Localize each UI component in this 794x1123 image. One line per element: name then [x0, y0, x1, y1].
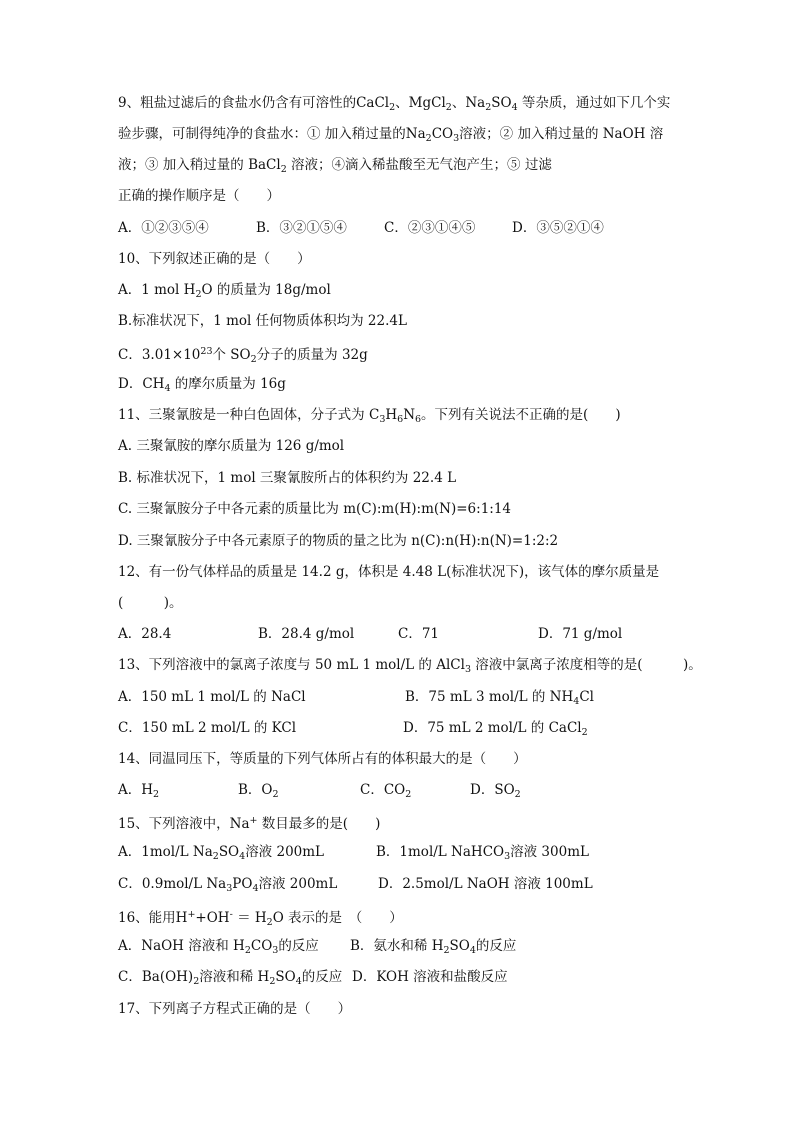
option-label: A． [118, 689, 142, 705]
option-q11-0 [118, 437, 344, 455]
option-label: A． [118, 782, 142, 798]
text-run: 2.5mol/L NaOH 溶液 100mL [402, 876, 593, 892]
text-run: 。下列有关说法不正确的是( ) [421, 407, 621, 423]
text-run: 14、同温同压下，等质量的下列气体所占有的体积最大的是（ ） [118, 751, 527, 767]
text-run: 的反应 [301, 969, 343, 985]
subscript: 2 [405, 789, 412, 800]
text-run: 三聚氰胺分子中各元素原子的物质的量之比为 n(C):n(H):n(N)=1:2:2 [132, 533, 559, 549]
text-run: KOH 溶液和盐酸反应 [376, 969, 508, 985]
option-q13-2 [118, 719, 296, 737]
text-run: 液；③ 加入稍过量的 BaCl [118, 157, 281, 173]
subscript: 6 [415, 414, 422, 425]
text-run: 正确的操作顺序是（ ） [118, 188, 280, 204]
text-run: SO [491, 95, 512, 111]
option-label: B． [405, 689, 429, 705]
option-label: D． [118, 376, 143, 392]
subscript: 2 [193, 976, 200, 987]
text-run: 的摩尔质量为 16g [170, 376, 286, 392]
option-label: C． [118, 347, 142, 363]
text-run: 的反应 [475, 938, 517, 954]
question-stem-q11 [118, 406, 621, 429]
question-stem-q12 [118, 594, 183, 612]
text-run: 、Na [451, 95, 486, 111]
option-label: C． [118, 876, 142, 892]
subscript: 3 [379, 414, 386, 425]
option-label: B. [118, 313, 133, 329]
question-stem-q15 [118, 812, 380, 833]
option-q9-1 [256, 219, 347, 237]
text-run: 标准状况下，1 mol 三聚氰胺所占的体积约为 22.4 L [132, 470, 457, 486]
text-run: 16、能用H [118, 910, 188, 926]
subscript: 2 [485, 102, 492, 113]
text-run: 1 mol H [141, 282, 196, 298]
text-run: O 表示的是 （ ） [272, 910, 403, 926]
question-stem-q14 [118, 750, 527, 768]
option-label: B． [376, 844, 400, 860]
subscript: 2 [153, 789, 160, 800]
text-run: 分子的质量为 32g [256, 347, 368, 363]
option-q10-1 [118, 312, 407, 330]
option-label: C． [384, 220, 408, 236]
option-label: C. [118, 501, 133, 517]
text-run: 28.4 g/mol [281, 626, 355, 642]
text-run: 溶液；④滴入稀盐酸至无气泡产生；⑤ 过滤 [286, 157, 552, 173]
question-stem-q12 [118, 563, 659, 581]
subscript: 2 [514, 789, 521, 800]
text-run: 150 mL 2 mol/L 的 KCl [141, 720, 297, 736]
text-run: CO [431, 126, 454, 142]
text-run: 12、有一份气体样品的质量是 14.2 g，体积是 4.48 L(标准状况下)，该气体的摩尔质量是 [118, 564, 660, 580]
subscript: 4 [511, 102, 518, 113]
text-run: SO [218, 844, 240, 860]
option-label: A． [118, 626, 142, 642]
option-label: D． [512, 220, 537, 236]
text-run: CO [250, 938, 273, 954]
superscript: + [187, 909, 196, 920]
text-run: 13、下列溶液中的氯离子浓度与 50 mL 1 mol/L 的 AlCl [118, 657, 465, 673]
option-label: D． [470, 782, 495, 798]
superscript: - [229, 909, 233, 920]
text-run: ＝ H [232, 910, 267, 926]
option-q10-0 [118, 281, 331, 304]
option-label: B． [256, 220, 280, 236]
text-run: 三聚氰胺分子中各元素的质量比为 m(C):m(H):m(N)=6:1:14 [132, 501, 512, 517]
text-run: 3.01×10 [141, 347, 201, 363]
text-run: O [261, 782, 273, 798]
text-run: Cl [579, 689, 594, 705]
superscript: + [249, 815, 258, 826]
text-run: 溶液和稀 H [199, 969, 270, 985]
option-q14-0 [118, 781, 159, 804]
question-stem-q9 [118, 125, 663, 148]
subscript: 2 [250, 354, 257, 365]
option-q11-2 [118, 500, 511, 518]
option-label: D． [403, 720, 428, 736]
subscript: 4 [469, 945, 476, 956]
subscript: 4 [295, 976, 302, 987]
text-run: H [385, 407, 398, 423]
superscript: 23 [200, 346, 213, 357]
text-run: 氨水和稀 H [373, 938, 444, 954]
option-q16-2 [118, 968, 342, 991]
text-run: ③②①⑤④ [279, 220, 347, 236]
option-label: D. [118, 533, 133, 549]
text-run: 溶液 300mL [510, 844, 589, 860]
text-run: 数目最多的是( ) [257, 816, 381, 832]
text-run: 溶液中氯离子浓度相等的是( )。 [470, 657, 702, 673]
subscript: 2 [445, 102, 452, 113]
option-q12-1 [258, 625, 354, 643]
subscript: 2 [425, 133, 432, 144]
option-q15-3 [378, 875, 593, 893]
option-label: C． [398, 626, 422, 642]
option-q14-2 [360, 781, 411, 804]
option-label: C． [118, 720, 142, 736]
option-q14-3 [470, 781, 521, 804]
subscript: 2 [212, 851, 219, 862]
option-q16-3 [352, 968, 508, 986]
text-run: N [403, 407, 415, 423]
option-label: A. [118, 438, 133, 454]
subscript: 3 [272, 945, 279, 956]
text-run: ①②③⑤④ [141, 220, 209, 236]
text-run: 9、粗盐过滤后的食盐水仍含有可溶性的CaCl [118, 95, 390, 111]
subscript: 2 [266, 917, 273, 928]
option-q16-1 [350, 937, 516, 960]
subscript: 3 [504, 851, 511, 862]
subscript: 2 [272, 789, 279, 800]
option-q13-0 [118, 688, 306, 706]
text-run: 11、三聚氰胺是一种白色固体，分子式为 C [118, 407, 380, 423]
text-run: 71 g/mol [562, 626, 623, 642]
text-run: 的反应 [278, 938, 319, 954]
subscript: 2 [443, 945, 450, 956]
text-run: ③⑤②①④ [536, 220, 604, 236]
text-run: 28.4 [141, 626, 172, 642]
option-q16-0 [118, 937, 319, 960]
text-run: SO [494, 782, 515, 798]
question-stem-q10 [118, 250, 311, 268]
question-stem-q17 [118, 1000, 351, 1018]
text-run: NaOH 溶液和 H [141, 938, 245, 954]
text-run: PO [232, 876, 253, 892]
text-run: 150 mL 1 mol/L 的 NaCl [141, 689, 306, 705]
text-run: 等杂质，通过如下几个实 [517, 95, 671, 111]
option-label: B． [350, 938, 374, 954]
subscript: 4 [252, 883, 259, 894]
option-q9-2 [384, 219, 475, 237]
option-q13-3 [403, 719, 588, 742]
text-run: 71 [421, 626, 440, 642]
option-q14-1 [238, 781, 279, 804]
subscript: 4 [164, 383, 171, 394]
question-stem-q16 [118, 906, 403, 932]
text-run: 个 SO [212, 347, 251, 363]
subscript: 3 [226, 883, 233, 894]
subscript: 3 [453, 133, 460, 144]
option-label: B. [118, 470, 133, 486]
text-run: +OH [195, 910, 230, 926]
text-run: 三聚氰胺的摩尔质量为 126 g/mol [132, 438, 345, 454]
subscript: 6 [397, 414, 404, 425]
subscript: 2 [244, 945, 251, 956]
text-run: Ba(OH) [141, 969, 194, 985]
option-q15-2 [118, 875, 337, 898]
option-q10-2 [118, 343, 368, 369]
option-label: D． [538, 626, 563, 642]
text-run: 1mol/L Na [141, 844, 213, 860]
question-stem-q13 [118, 656, 702, 679]
text-run: 17、下列离子方程式正确的是（ ） [118, 1001, 352, 1017]
text-run: 75 mL 2 mol/L 的 CaCl [427, 720, 582, 736]
text-run: 验步骤，可制得纯净的食盐水：① 加入稍过量的Na [118, 126, 426, 142]
option-q12-3 [538, 625, 622, 643]
text-run: 10、下列叙述正确的是（ ） [118, 251, 311, 267]
text-run: SO [449, 938, 470, 954]
option-q15-1 [376, 843, 589, 866]
text-run: 溶液 200mL [245, 844, 325, 860]
option-q15-0 [118, 843, 324, 866]
text-run: 溶液 200mL [258, 876, 338, 892]
subscript: 2 [581, 727, 588, 738]
option-label: A． [118, 938, 142, 954]
option-label: D． [378, 876, 403, 892]
text-run: 、MgCl [395, 95, 446, 111]
option-q12-0 [118, 625, 171, 643]
option-label: B． [258, 626, 282, 642]
option-q11-3 [118, 532, 558, 550]
option-label: A． [118, 282, 142, 298]
option-label: C． [360, 782, 384, 798]
option-label: A． [118, 844, 142, 860]
option-q11-1 [118, 469, 456, 487]
question-stem-q9 [118, 156, 552, 179]
text-run: H [141, 782, 154, 798]
text-run: 0.9mol/L Na [141, 876, 227, 892]
subscript: 3 [464, 664, 471, 675]
option-q10-3 [118, 375, 286, 398]
subscript: 2 [269, 976, 276, 987]
subscript: 2 [389, 102, 396, 113]
text-run: ( )。 [118, 595, 183, 611]
subscript: 4 [573, 696, 580, 707]
question-stem-q9 [118, 187, 280, 205]
subscript: 4 [239, 851, 246, 862]
option-q9-3 [512, 219, 604, 237]
option-q9-0 [118, 219, 209, 237]
text-run: ②③①④⑤ [407, 220, 476, 236]
text-run: CO [383, 782, 406, 798]
option-label: C． [118, 969, 142, 985]
text-run: 溶液；② 加入稍过量的 NaOH 溶 [459, 126, 664, 142]
subscript: 2 [280, 164, 287, 175]
text-run: CH [142, 376, 165, 392]
option-q13-1 [405, 688, 594, 711]
text-run: 15、下列溶液中，Na [118, 816, 250, 832]
text-run: 75 mL 3 mol/L 的 NH [428, 689, 574, 705]
option-label: A． [118, 220, 142, 236]
text-run: SO [275, 969, 296, 985]
subscript: 2 [195, 289, 202, 300]
question-stem-q9 [118, 94, 670, 117]
text-run: 1mol/L NaHCO [399, 844, 505, 860]
text-run: O 的质量为 18g/mol [201, 282, 331, 298]
option-label: B． [238, 782, 262, 798]
option-q12-2 [398, 625, 439, 643]
option-label: D． [352, 969, 377, 985]
text-run: 标准状况下，1 mol 任何物质体积均为 22.4L [132, 313, 407, 329]
